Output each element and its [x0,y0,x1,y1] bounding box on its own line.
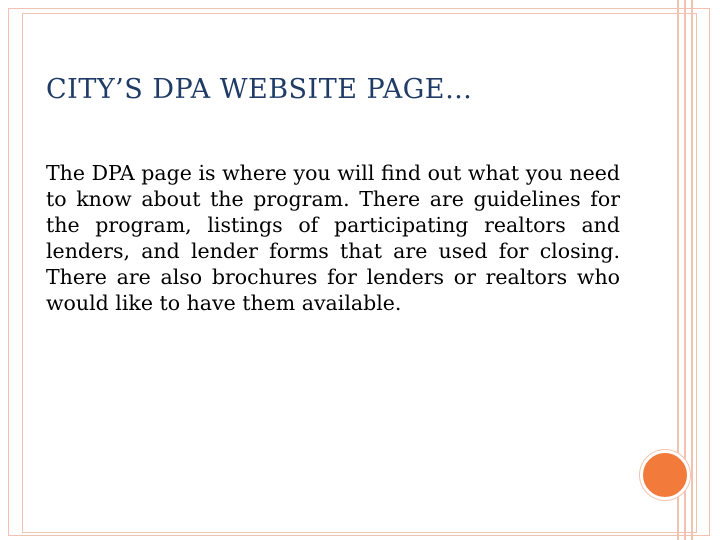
slide-body-text: The DPA page is where you will find out what you need to know about the program. There are guidelines for the program, listings of participating realtors and lenders, and lender forms that are used for closing. There are also brochures for lenders or realtors who would like to have them available. [46,161,620,315]
decorative-circle-icon [640,450,690,500]
side-decoration-line [691,0,693,540]
slide-title: CITY’S DPA WEBSITE PAGE… [46,74,473,105]
